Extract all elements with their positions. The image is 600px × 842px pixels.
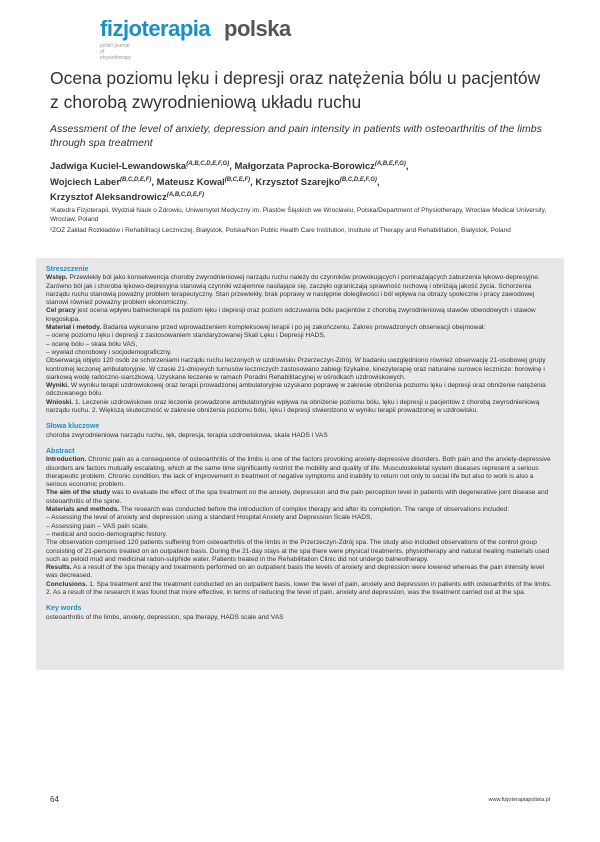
list-item: – medical and socio-demographic history. <box>46 530 168 538</box>
page-number: 64 <box>50 795 59 804</box>
author-roles: (A,B,E,F,G) <box>374 161 406 167</box>
abstract-heading: Abstract <box>46 447 75 455</box>
author-name: Małgorzata Paprocka-Borowicz <box>234 161 375 173</box>
author-name: Mateusz Kowal <box>156 176 225 188</box>
key-words-text: osteoarthritis of the limbs, anxiety, depression, spa therapy, HADS scale and VAS <box>46 613 284 621</box>
intro-paragraph: Introduction. Chronic pain as a consequence of osteoarthritis of the limbs is one of the factors provoking anxiety-depressive disorders. Both pain and the anxiety-depressive disorders are factors mutually escalating, which at the same time significantly restrict the mobility and quality of life. Musculoskeletal system diseases represent a serious therapeutic problem. Chronic condition, the lack of improvement in treatment of negative symptoms and inability to return not only to social life but also to work is also a serious economic problem. <box>46 456 551 489</box>
author-list: Jadwiga Kuciel-Lewandowska$^{(A,B,C,D,E,F,G)}$, Małgorzata Paprocka-Borowicz$^{(A,B,E,F,G)}$, Wojciech Laber$^{(B,C,D,E,F)}$, Mateusz Kowal$^{(B,C,E,F)}$, Krzysztof Szarejko$^{(B,C,D,E,F,G)}$, Krzysztof Aleksandrowicz$^{(A,B,C,D,E,F)}$ <box>50 161 409 204</box>
author-name: Jadwiga Kuciel-Lewandowska <box>50 161 187 173</box>
obserwacje-paragraph: Obserwacją objęto 120 osób ze schorzeniami narządu ruchu leczonych w uzdrowisku Przerzeczyn-Zdrój. W badaniu uwzględniono również obserwację 21-osobowej grupy kontrolnej leczonej ambulatoryjnie. W czasie 21-dniowych turnusów leczniczych zastosowano zabiegi fizykalne, kinezyterapię oraz naturalne surowce lecznicze: borowinę i siarkową wodę radoczno-siarczkową. Uzyskane leczenie w ramach Poradni Rehabilitacyjnej w ośrodkach uzdrowiskowych. <box>46 357 546 381</box>
journal-name-part1: fizjoterapia <box>100 16 211 41</box>
article-subtitle: Assessment of the level of anxiety, depression and pain intensity in patients with osteoarthritis of the limbs through spa treatment <box>50 123 542 149</box>
article-title: Ocena poziomu lęku i depresji oraz natężenia bólu u pacjentów z chorobą zwyrodnieniową układu ruchu <box>50 68 541 112</box>
author-roles: (A,B,C,D,E,F,G) <box>186 161 230 167</box>
wnioski-paragraph: Wnioski. 1. Leczenie uzdrowiskowe oraz leczenie prowadzone ambulatoryjnie wpływa na obniżenie poziomu bólu, lęku i depresji u pacjentów z chorobą zwyrodnieniową narządu ruchu. 2. Większą skuteczność w zakresie obniżenia poziomu bólu, lęku i depresji stwierdzono w wyniku terapii prowadzonej w uzdrowisku. <box>46 398 540 415</box>
methods-paragraph: Materials and methods. The research was conducted before the introduction of complex therapy and after its completion. The range of observations included: <box>46 506 510 514</box>
author-roles: (B,C,E,F) <box>224 176 251 183</box>
conclusions-paragraph-2: 2. As a result of the research it was found that more effective, in terms of reducing the level of pain, anxiety and depression, was the treatment carried out at the spa. <box>46 588 526 596</box>
results-paragraph: Results. As a result of the spa therapy and treatments performed on an outpatient basis the levels of anxiety and depression were lowered whereas the pain intensity level was decreased. <box>46 564 545 580</box>
abstract-content <box>46 266 554 622</box>
affiliation: ²ZOZ Zakład Rozkładów i Rehabilitacji Leczniczej, Białystok, Polska/Non Public Health Care Institution, Institute of Therapy and Rehabilitation, Białystok, Poland <box>50 227 511 234</box>
author-roles: (B,C,D,E,F,G) <box>339 176 377 183</box>
conclusions-paragraph: Conclusions. 1. Spa treatment and the treatment conducted on an outpatient basis, lower the level of pain, anxiety and depression in patients with osteoarthritis of the limbs. <box>46 580 552 588</box>
slowa-kluczowe-text: choroba zwyrodnieniowa narządu ruchu, lęk, depresja, terapia uzdrowiskowa, skala HADS i VAS <box>46 431 328 439</box>
slowa-kluczowe-heading: Słowa kluczowe <box>46 423 100 431</box>
streszczenie-heading: Streszczenie <box>46 266 89 273</box>
author-name: Wojciech Laber <box>50 176 121 188</box>
wyniki-paragraph: Wyniki. W wyniku terapii uzdrowiskowej oraz terapii prowadzonej ambulatoryjnie uzyskano poprawę w zakresie obniżenia poziomu lęku i depresji oraz obniżenie natężenia odczuwanego bólu. <box>46 382 546 398</box>
aim-paragraph: The aim of the study was to evaluate the effect of the spa treatment on the anxiety, depression and the pain perception level in patients with degenerative joint disease and osteoarthritis of the spine. <box>46 489 549 505</box>
material-paragraph: Materiał i metody. Badania wykonane przed wprowadzeniem kompleksowej terapii i po jej zakończeniu. Zakres prowadzonych obserwacji obejmował: <box>46 324 486 332</box>
key-words-heading: Key words <box>46 605 82 613</box>
wstep-paragraph: Wstęp. Przewlekły ból jako konsekwencja choroby zwyrodnieniowej narządu ruchu należy do czynników prowokujących i pomnażających zaburzenia lękowo-depresyjne. Zarówno ból jak i choroba lękowo-depresyjna stanowią czynniki wzajemnie nasilające się, zaczęło ograniczają sprawność ruchową i obniżają jakość życia. Schorzenia narządu ruchu stanowią poważny problem terapeutyczny. Stan przewlekły, brak poprawy w następnie dolegliwości i ból wpływa na obrazy społeczne i pracy zawodowej stanowi również poważny problem ekonomiczny. <box>46 274 540 307</box>
author-roles: (A,B,C,D,E,F) <box>166 192 205 199</box>
list-item: – wywiad chorobowy i socjodemograficzny. <box>46 348 172 356</box>
affiliation: ¹Katedra Fizjoterapii, Wydział Nauk o Zdrowiu, Uniwersytet Medyczny im. Piastów Śląskich we Wrocławiu, Polska/Department of Physiotherapy, Wroclaw Medical University, Wroclaw, Poland <box>50 207 547 223</box>
journal-url: www.fizjoterapiapolska.pl <box>488 797 550 803</box>
affiliations <box>50 206 570 237</box>
author-name: Krzysztof Szarejko <box>255 176 340 188</box>
journal-tagline: polish journal of physiotherapy <box>100 43 132 61</box>
journal-name-part2: polska <box>224 16 291 41</box>
cel-paragraph: Cel pracy jest ocena wpływu balneoterapii na poziom lęku i depresji oraz poziom odczuwania bólu pacjentów z chorobą zwyrodnieniową stawów obwodowych i stawów kręgosłupa. <box>46 307 536 323</box>
observation-paragraph: The observation comprised 120 patients suffering from osteoarthritis of the limbs in the Przerzeczyn-Zdrój spa. The study also included observations of the control group consisting of 21-persons treated on an outpatient basis. During the 21-day stays at the spa there were physical treatments, physiotherapy and natural healing materials used such as peloid mud and medicinal radon-sulphide water. Patients treated in the Rehabilitation Clinic did not undergo balneotherapy. <box>46 539 550 563</box>
list-item: – Assessing the level of anxiety and depression using a standard Hospital Anxiety and Depression Scale HADS, <box>46 514 373 522</box>
list-item: – ocenę poziomu lęku i depresji z zastosowaniem standaryzowanej Skali Lęku i Depresji HADS, <box>46 332 326 340</box>
list-item: – Assessing pain – VAS pain scale, <box>46 522 149 530</box>
author-name: Krzysztof Aleksandrowicz <box>50 192 167 204</box>
author-roles: (B,C,D,E,F) <box>120 176 152 183</box>
list-item: – ocenę bólu – skala bólu VAS, <box>46 340 138 348</box>
